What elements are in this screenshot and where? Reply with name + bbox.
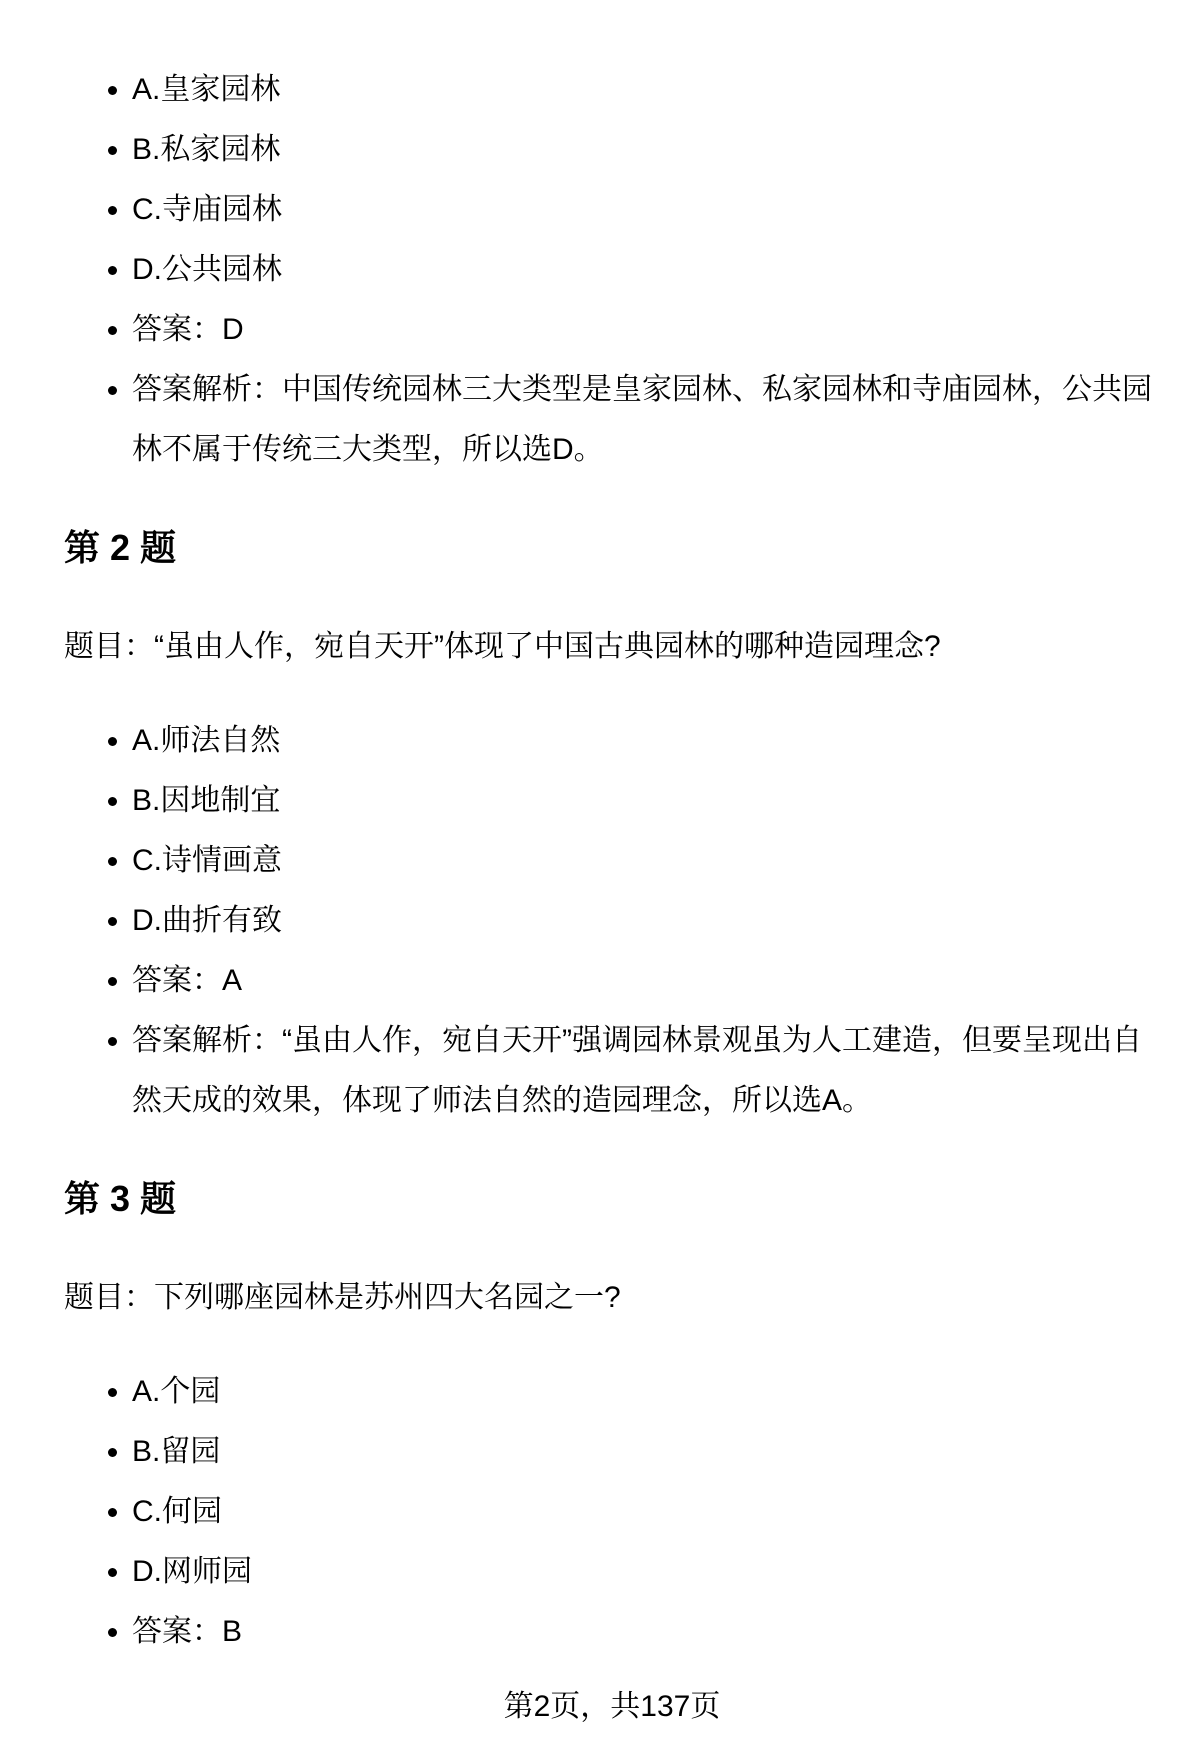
- question-1-options: [64, 60, 1160, 480]
- question-2-block: [64, 524, 1160, 1131]
- option-c: • C.寺庙园林: [132, 180, 1160, 240]
- question-2-options: [64, 711, 1160, 1131]
- answer-line: • 答案：B: [132, 1602, 1160, 1662]
- question-2-prompt: 题目：“虽由人作，宛自天开”体现了中国古典园林的哪种造园理念?: [64, 630, 941, 663]
- explanation-line: • 答案解析：“虽由人作，宛自天开”强调园林景观虽为人工建造，但要呈现出自然天成的效果，体现了师法自然的造园理念，所以选A。: [132, 1011, 1160, 1131]
- option-b: • B.因地制宜: [132, 771, 1160, 831]
- question-3-heading: 第 3 题: [64, 1178, 177, 1219]
- option-a: • A.皇家园林: [132, 60, 1160, 120]
- option-a: • A.师法自然: [132, 711, 1160, 771]
- option-d: • D.曲折有致: [132, 891, 1160, 951]
- answer-line: • 答案：D: [132, 300, 1160, 360]
- answer-line: • 答案：A: [132, 951, 1160, 1011]
- option-b: • B.留园: [132, 1422, 1160, 1482]
- question-2-heading: 第 2 题: [64, 527, 177, 568]
- page-number: 第2页，共137页: [503, 1690, 721, 1723]
- option-d: • D.网师园: [132, 1542, 1160, 1602]
- page-footer: [64, 1677, 1160, 1737]
- question-3-block: [64, 1175, 1160, 1662]
- question-3-options: [64, 1362, 1160, 1662]
- option-c: • C.何园: [132, 1482, 1160, 1542]
- question-1-block: [64, 60, 1160, 480]
- option-d: • D.公共园林: [132, 240, 1160, 300]
- explanation-line: • 答案解析：中国传统园林三大类型是皇家园林、私家园林和寺庙园林，公共园林不属于传统三大类型，所以选D。: [132, 360, 1160, 480]
- option-a: • A.个园: [132, 1362, 1160, 1422]
- option-b: • B.私家园林: [132, 120, 1160, 180]
- option-c: • C.诗情画意: [132, 831, 1160, 891]
- question-3-prompt: 题目：下列哪座园林是苏州四大名园之一?: [64, 1281, 621, 1314]
